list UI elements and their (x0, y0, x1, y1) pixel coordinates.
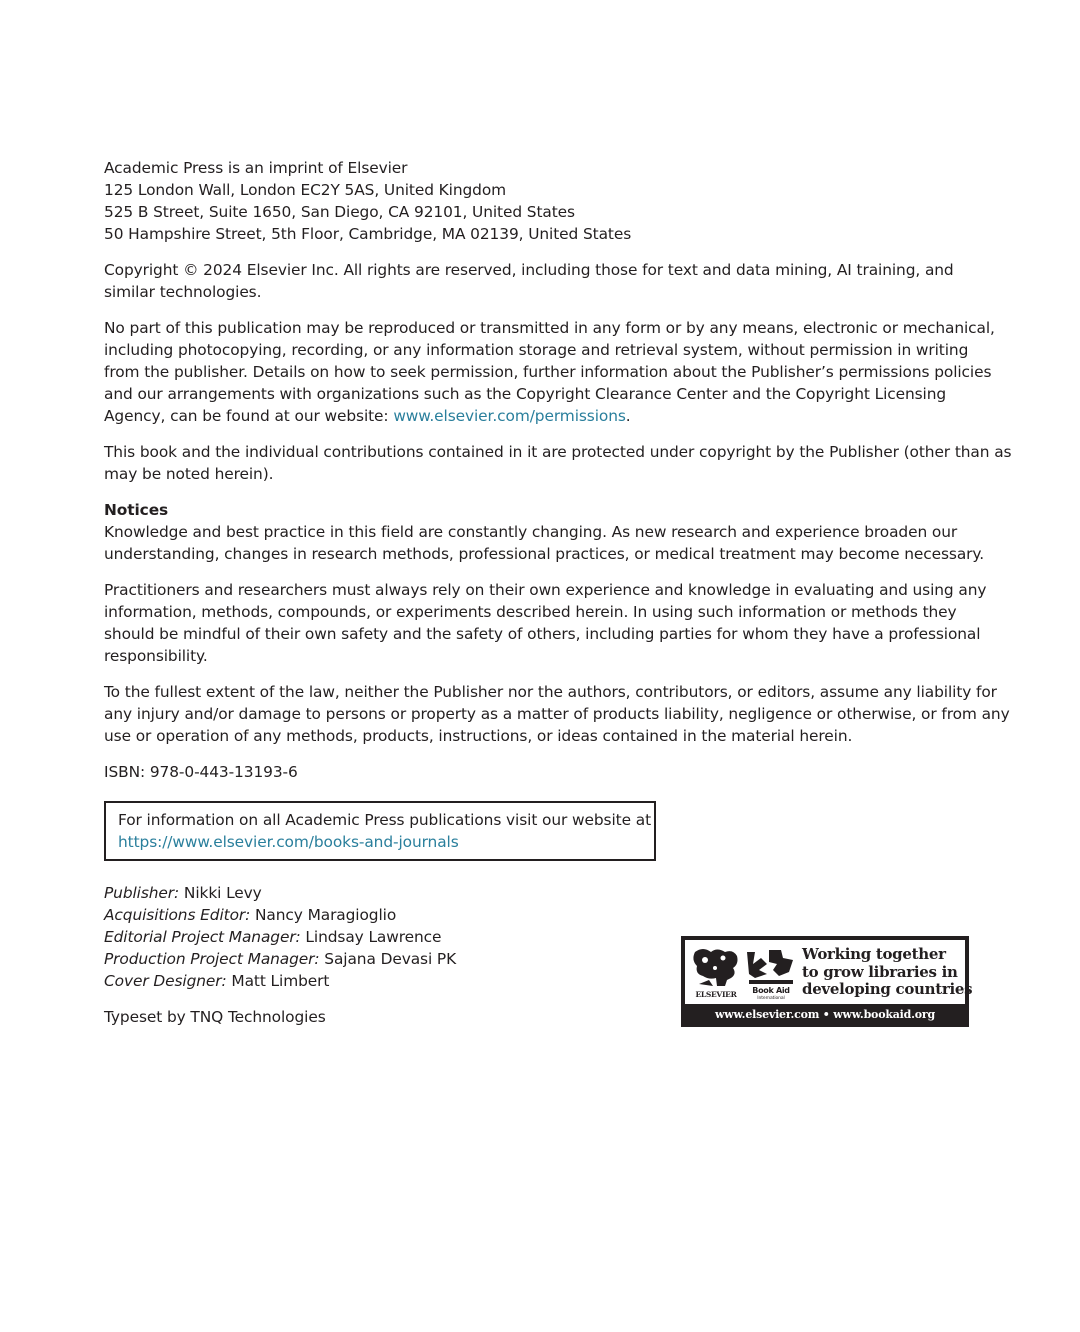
credit-name: Matt Limbert (226, 972, 330, 990)
tagline-line: Working together (802, 945, 946, 963)
permissions-line: No part of this publication may be reproduced or transmitted in any form or by any means, electronic or mechanical, (104, 319, 995, 337)
notices-line: Knowledge and best practice in this field are constantly changing. As new research and experience broaden our (104, 523, 958, 541)
credit-acquisitions-editor (104, 904, 456, 926)
permissions-line-text: Agency, can be found at our website: (104, 407, 394, 425)
credit-name: Nikki Levy (179, 884, 262, 902)
credit-production-project-manager (104, 948, 456, 970)
permissions-statement (104, 317, 995, 427)
credit-editorial-project-manager (104, 926, 456, 948)
books-and-journals-link[interactable]: https://www.elsevier.com/books-and-journals (118, 833, 459, 851)
notices-line: Practitioners and researchers must always rely on their own experience and knowledge in evaluating and using any (104, 581, 987, 599)
book-aid-logo-sublabel: International (757, 996, 785, 1001)
elsevier-logo-label: ELSEVIER (695, 990, 737, 999)
permissions-line: including photocopying, recording, or any information storage and retrieval system, without permission in writing (104, 341, 969, 359)
credit-publisher (104, 882, 456, 904)
book-aid-icon (747, 950, 793, 984)
permissions-line-end: . (625, 407, 631, 425)
notices-line: any injury and/or damage to persons or property as a matter of products liability, negligence or otherwise, or from any (104, 705, 1010, 723)
isbn: ISBN: 978-0-443-13193-6 (104, 763, 298, 781)
book-aid-urls: www.elsevier.com • www.bookaid.org (714, 1008, 936, 1021)
book-aid-panel (685, 940, 973, 1004)
publisher-address (104, 157, 964, 245)
protection-line: may be noted herein). (104, 465, 274, 483)
copyright-line: Copyright © 2024 Elsevier Inc. All rights are reserved, including those for text and data mining, AI training, and (104, 261, 954, 279)
permissions-link[interactable]: www.elsevier.com/permissions (393, 407, 626, 425)
permissions-line (104, 405, 964, 427)
address-line: 525 B Street, Suite 1650, San Diego, CA 92101, United States (104, 203, 575, 221)
credit-name: Lindsay Lawrence (300, 928, 442, 946)
notices-line: use or operation of any methods, products, instructions, or ideas contained in the material herein. (104, 727, 853, 745)
elsevier-tree-icon (692, 948, 740, 988)
notices-line: responsibility. (104, 647, 208, 665)
credit-role: Cover Designer: (104, 972, 227, 990)
credit-role: Acquisitions Editor: (104, 906, 251, 924)
notices-paragraph-practitioners (104, 579, 987, 667)
address-line: 125 London Wall, London EC2Y 5AS, United Kingdom (104, 181, 507, 199)
notices-section (104, 499, 984, 565)
address-line: 50 Hampshire Street, 5th Floor, Cambridge, MA 02139, United States (104, 225, 632, 243)
tagline-line: to grow libraries in (802, 962, 958, 981)
credit-role: Production Project Manager: (104, 950, 320, 968)
info-box-text: For information on all Academic Press publications visit our website at (118, 811, 652, 829)
notices-line: To the fullest extent of the law, neither the Publisher nor the authors, contributors, or editors, assume any liability for (104, 683, 997, 701)
copyright-statement (104, 259, 964, 303)
credit-name: Nancy Maragioglio (250, 906, 397, 924)
tagline-line: developing countries (802, 980, 973, 998)
notices-line: understanding, changes in research methods, professional practices, or medical treatment may become necessary. (104, 545, 984, 563)
address-line: Academic Press is an imprint of Elsevier (104, 159, 408, 177)
notices-line: information, methods, compounds, or experiments described herein. In using such information or methods they (104, 603, 957, 621)
typeset-credit: Typeset by TNQ Technologies (104, 1008, 326, 1026)
notices-heading: Notices (104, 501, 169, 519)
notices-line: should be mindful of their own safety and the safety of others, including parties for whom they have a professional (104, 625, 981, 643)
book-aid-badge (681, 936, 973, 1027)
protection-statement (104, 441, 1012, 485)
book-aid-tagline (802, 946, 972, 999)
protection-line: This book and the individual contributions contained in it are protected under copyright by the Publisher (other than as (104, 443, 1012, 461)
credit-role: Publisher: (104, 884, 180, 902)
elsevier-book-aid-logo (689, 944, 799, 1002)
permissions-line: from the publisher. Details on how to seek permission, further information about the Publisher’s permissions policies (104, 363, 992, 381)
notices-paragraph-liability (104, 681, 1010, 747)
permissions-line: and our arrangements with organizations such as the Copyright Clearance Center and the Copyright Licensing (104, 385, 947, 403)
copyright-line: similar technologies. (104, 283, 262, 301)
publications-info-box (104, 801, 656, 861)
credit-cover-designer (104, 970, 456, 992)
credit-role: Editorial Project Manager: (104, 928, 301, 946)
credit-name: Sajana Devasi PK (319, 950, 457, 968)
credits-list (104, 882, 456, 992)
copyright-page-body (104, 157, 1012, 797)
book-aid-logo-label: Book Aid (752, 986, 790, 995)
